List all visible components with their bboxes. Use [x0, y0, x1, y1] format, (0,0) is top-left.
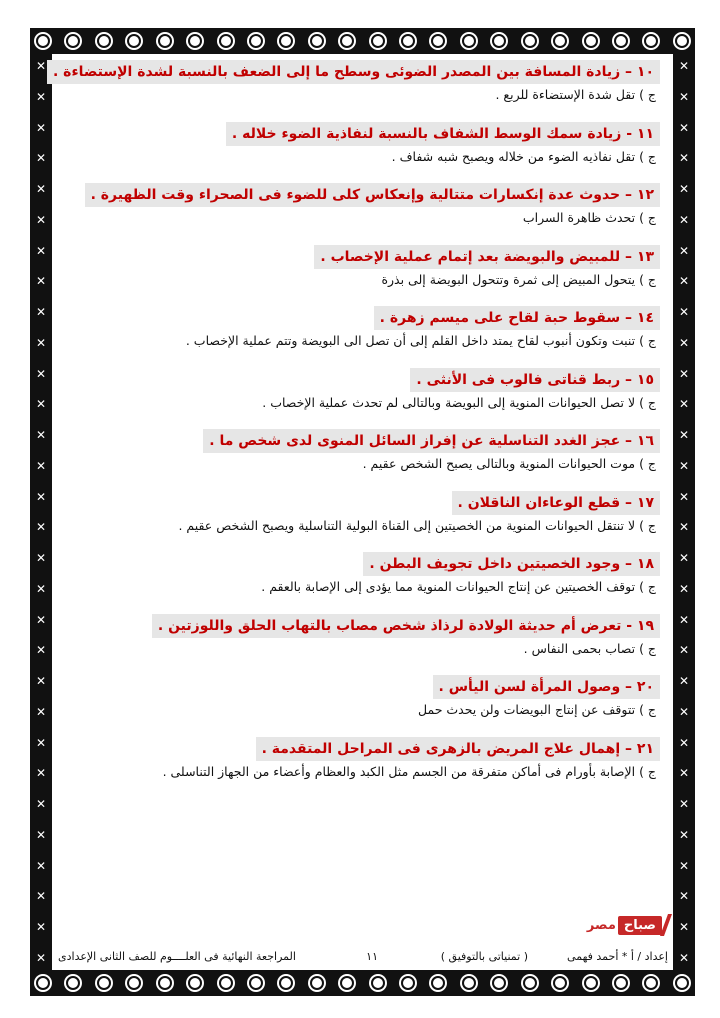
x-ornament-icon: ✕	[678, 366, 690, 381]
x-ornament-icon: ✕	[35, 366, 47, 381]
footer-wish: ( تمنياتى بالتوفيق )	[440, 950, 528, 963]
flower-ornament-icon	[310, 34, 324, 48]
flower-ornament-icon	[158, 976, 172, 990]
x-ornament-icon: ✕	[35, 520, 47, 535]
x-ornament-icon: ✕	[678, 766, 690, 781]
x-ornament-icon: ✕	[35, 643, 47, 658]
question-title: ٢٠ – وصول المرأة لسن اليأس .	[433, 675, 660, 699]
x-ornament-icon: ✕	[35, 397, 47, 412]
x-ornament-icon: ✕	[678, 89, 690, 104]
question-item	[64, 183, 660, 245]
x-ornament-icon: ✕	[678, 581, 690, 596]
border-ornament-top	[36, 32, 689, 50]
flower-ornament-icon	[492, 976, 506, 990]
x-ornament-icon: ✕	[35, 889, 47, 904]
question-title: ١٥ – ربط قناتى فالوب فى الأنثى .	[410, 368, 660, 392]
x-ornament-icon: ✕	[678, 520, 690, 535]
flower-ornament-icon	[310, 976, 324, 990]
x-ornament-icon: ✕	[678, 489, 690, 504]
question-answer: ج ) توقف الخصيتين عن إنتاج الحيوانات المنوية مما يؤدى إلى الإصابة بالعقم .	[261, 579, 656, 594]
x-ornament-icon: ✕	[35, 797, 47, 811]
x-ornament-icon: ✕	[678, 551, 690, 565]
flower-ornament-icon	[249, 976, 263, 990]
x-ornament-icon: ✕	[678, 458, 690, 473]
x-ornament-icon: ✕	[35, 274, 47, 289]
question-item	[64, 122, 660, 184]
flower-ornament-icon	[279, 976, 293, 990]
question-title: ١٠ – زيادة المسافة بين المصدر الضوئى وسطح ما إلى الضعف بالنسبة لشدة الإستضاءة .	[47, 60, 660, 84]
x-ornament-icon: ✕	[35, 335, 47, 350]
flower-ornament-icon	[614, 976, 628, 990]
x-ornament-icon: ✕	[678, 920, 690, 934]
flower-ornament-icon	[584, 34, 598, 48]
question-answer: ج ) تقل شدة الإستضاءة للربع .	[495, 87, 656, 102]
question-item	[64, 306, 660, 368]
x-ornament-icon: ✕	[678, 428, 690, 442]
x-ornament-icon: ✕	[678, 274, 690, 289]
question-item	[64, 491, 660, 553]
flower-ornament-icon	[553, 976, 567, 990]
flower-ornament-icon	[371, 34, 385, 48]
question-title: ١٤ – سقوط حبة لقاح على ميسم زهرة .	[374, 306, 660, 330]
flower-ornament-icon	[675, 976, 689, 990]
x-ornament-icon: ✕	[678, 335, 690, 350]
flower-ornament-icon	[644, 976, 658, 990]
x-ornament-icon: ✕	[35, 827, 47, 842]
question-answer: ج ) تنبت وتكون أنبوب لقاح يمتد داخل القلم إلى أن تصل الى البويضة وتتم عملية الإخصاب .	[185, 333, 656, 348]
x-ornament-icon: ✕	[678, 212, 690, 227]
flower-ornament-icon	[614, 34, 628, 48]
x-ornament-icon: ✕	[35, 59, 47, 73]
x-ornament-icon: ✕	[35, 212, 47, 227]
question-item	[64, 614, 660, 676]
sabah-masr-logo	[560, 910, 668, 940]
x-ornament-icon: ✕	[35, 950, 47, 965]
question-item	[64, 245, 660, 307]
question-item	[52, 60, 660, 122]
question-answer: ج ) تصاب بحمى النفاس .	[523, 640, 656, 656]
x-ornament-icon: ✕	[678, 643, 690, 658]
x-ornament-icon: ✕	[678, 889, 690, 904]
flower-ornament-icon	[523, 34, 537, 48]
x-ornament-icon: ✕	[678, 612, 690, 627]
flower-ornament-icon	[188, 34, 202, 48]
x-ornament-icon: ✕	[678, 397, 690, 412]
flower-ornament-icon	[127, 34, 141, 48]
logo-sabah-text: صباح	[618, 916, 662, 935]
flower-ornament-icon	[36, 34, 50, 48]
border-ornament-left	[33, 58, 49, 966]
flower-ornament-icon	[127, 976, 141, 990]
question-answer: ج ) موت الحيوانات المنوية وبالتالى يصبح الشخص عقيم .	[362, 456, 656, 471]
flower-ornament-icon	[644, 34, 658, 48]
question-item	[64, 675, 660, 737]
question-title: ١٦ – عجز الغدد التناسلية عن إفراز السائل المنوى لدى شخص ما .	[203, 429, 660, 453]
question-title: ١٧ – قطع الوعاءان الناقلان .	[452, 491, 660, 515]
flower-ornament-icon	[340, 976, 354, 990]
flower-ornament-icon	[523, 976, 537, 990]
question-answer: ج ) تتوقف عن إنتاج البويضات ولن يحدث حمل	[418, 702, 656, 717]
x-ornament-icon: ✕	[35, 243, 47, 258]
question-title: ١٩ - تعرض أم حديثة الولادة لرذاذ شخص مصاب بالتهاب الحلق واللوزتين .	[152, 614, 660, 638]
questions-list	[52, 60, 660, 798]
x-ornament-icon: ✕	[35, 581, 47, 596]
x-ornament-icon: ✕	[35, 89, 47, 104]
flower-ornament-icon	[371, 976, 385, 990]
flower-ornament-icon	[492, 34, 506, 48]
x-ornament-icon: ✕	[678, 704, 690, 719]
x-ornament-icon: ✕	[678, 735, 690, 750]
question-item	[64, 429, 660, 491]
question-title: ١٢ – حدوث عدة إنكسارات متتالية وإنعكاس كلى للضوء فى الصحراء وقت الظهيرة .	[85, 183, 660, 207]
flower-ornament-icon	[462, 34, 476, 48]
question-answer: ج ) تحدث ظاهرة السراب	[522, 210, 656, 225]
flower-ornament-icon	[36, 976, 50, 990]
question-answer: ج ) تقل نفاذيه الضوء من خلاله ويصبح شبه شفاف .	[391, 148, 656, 164]
x-ornament-icon: ✕	[35, 489, 47, 504]
x-ornament-icon: ✕	[35, 858, 47, 873]
x-ornament-icon: ✕	[35, 766, 47, 781]
x-ornament-icon: ✕	[678, 151, 690, 166]
x-ornament-icon: ✕	[35, 920, 47, 934]
flower-ornament-icon	[66, 976, 80, 990]
x-ornament-icon: ✕	[35, 735, 47, 750]
flower-ornament-icon	[97, 976, 111, 990]
question-title: ١٣ – للمبيض والبويضة بعد إتمام عملية الإخصاب .	[314, 245, 660, 269]
flower-ornament-icon	[431, 976, 445, 990]
logo-masr-text: مصر	[586, 917, 616, 933]
x-ornament-icon: ✕	[678, 243, 690, 258]
flower-ornament-icon	[66, 34, 80, 48]
x-ornament-icon: ✕	[678, 827, 690, 842]
x-ornament-icon: ✕	[35, 551, 47, 565]
question-item	[64, 737, 660, 799]
flower-ornament-icon	[97, 34, 111, 48]
flower-ornament-icon	[158, 34, 172, 48]
question-item	[64, 368, 660, 430]
question-answer: ج ) لا تنتقل الحيوانات المنوية من الخصيتين إلى القناة البولية التناسلية ويصبح الشخص عقيم .	[178, 517, 656, 533]
border-ornament-bottom	[36, 974, 689, 992]
page-footer	[58, 950, 668, 970]
x-ornament-icon: ✕	[678, 797, 690, 811]
flower-ornament-icon	[279, 34, 293, 48]
x-ornament-icon: ✕	[678, 950, 690, 965]
x-ornament-icon: ✕	[678, 182, 690, 196]
footer-page-number: ١١	[366, 950, 378, 963]
x-ornament-icon: ✕	[678, 59, 690, 73]
x-ornament-icon: ✕	[35, 674, 47, 688]
flower-ornament-icon	[584, 976, 598, 990]
question-answer: ج ) لا تصل الحيوانات المنوية إلى البويضة وبالتالى لم تحدث عملية الإخصاب .	[262, 394, 656, 410]
x-ornament-icon: ✕	[678, 305, 690, 319]
border-ornament-right	[676, 58, 692, 966]
flower-ornament-icon	[431, 34, 445, 48]
x-ornament-icon: ✕	[678, 674, 690, 688]
question-title: ٢١ – إهمال علاج المريض بالزهرى فى المراحل المتقدمة .	[256, 737, 660, 761]
x-ornament-icon: ✕	[35, 704, 47, 719]
question-answer: ج ) يتحول المبيض إلى ثمرة وتتحول البويضة إلى بذرة	[381, 271, 656, 287]
flower-ornament-icon	[401, 34, 415, 48]
x-ornament-icon: ✕	[35, 428, 47, 442]
x-ornament-icon: ✕	[35, 458, 47, 473]
question-title: ١١ - زيادة سمك الوسط الشفاف بالنسبة لنفاذية الضوء خلاله .	[226, 122, 660, 146]
flower-ornament-icon	[401, 976, 415, 990]
x-ornament-icon: ✕	[678, 120, 690, 135]
flower-ornament-icon	[553, 34, 567, 48]
flower-ornament-icon	[188, 976, 202, 990]
x-ornament-icon: ✕	[35, 120, 47, 135]
flower-ornament-icon	[675, 34, 689, 48]
footer-review-title: المراجعة النهائية فى العلــــوم للصف الثانى الإعدادى	[58, 950, 296, 963]
flower-ornament-icon	[219, 34, 233, 48]
footer-author: إعداد / أ * أحمد فهمى	[567, 950, 668, 963]
flower-ornament-icon	[249, 34, 263, 48]
x-ornament-icon: ✕	[35, 151, 47, 166]
flower-ornament-icon	[219, 976, 233, 990]
flower-ornament-icon	[462, 976, 476, 990]
question-item	[64, 552, 660, 614]
x-ornament-icon: ✕	[35, 182, 47, 196]
x-ornament-icon: ✕	[35, 305, 47, 319]
question-answer: ج ) الإصابة بأورام فى أماكن متفرقة من الجسم مثل الكبد والعظام وأعضاء من الجهاز التناسلى .	[162, 763, 656, 779]
flower-ornament-icon	[340, 34, 354, 48]
x-ornament-icon: ✕	[678, 858, 690, 873]
question-title: ١٨ – وجود الخصيتين داخل تجويف البطن .	[363, 552, 660, 576]
x-ornament-icon: ✕	[35, 612, 47, 627]
